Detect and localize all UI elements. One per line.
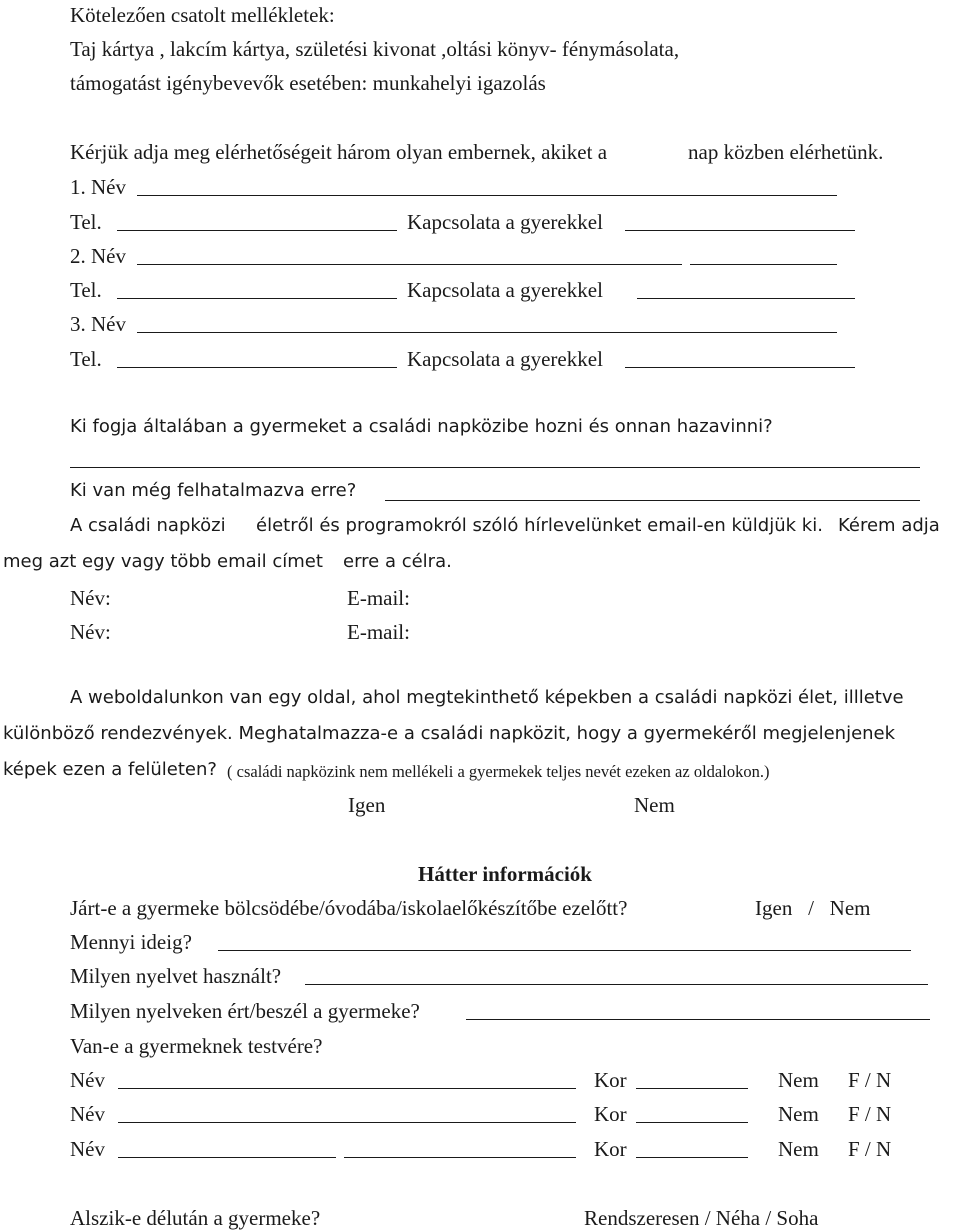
siblings-question: Van-e a gyermeknek testvére? xyxy=(70,1034,323,1058)
photos-yes-option[interactable]: Igen xyxy=(348,793,386,817)
contact-1-name-label: 1. Név xyxy=(70,175,126,199)
contact-3-tel-label: Tel. xyxy=(70,347,102,371)
newsletter-name-label-1: Név: xyxy=(70,586,111,610)
attachments-line-2: támogatást igénybevevők esetében: munkahelyi igazolás xyxy=(70,71,546,95)
contact-2-name-field-ext[interactable] xyxy=(690,264,837,265)
contact-1-tel-field[interactable] xyxy=(117,230,397,231)
sibling-3-age-label: Kor xyxy=(594,1137,627,1161)
sibling-2-age-label: Kor xyxy=(594,1102,627,1126)
sibling-1-gender-options[interactable]: F / N xyxy=(848,1068,892,1092)
photos-text-1: A weboldalunkon van egy oldal, ahol megtekinthető képekben a családi napközi élet, illletve xyxy=(70,687,904,708)
newsletter-name-label-2: Név: xyxy=(70,620,111,644)
contacts-intro: Kérjük adja meg elérhetőségeit három olyan embernek, akiket a xyxy=(70,140,608,164)
newsletter-text-1: A családi napközi xyxy=(70,515,226,536)
contact-3-name-field[interactable] xyxy=(137,332,837,333)
daycare-options[interactable]: Igen / Nem xyxy=(755,896,871,920)
contact-1-relation-label: Kapcsolata a gyerekkel xyxy=(407,210,603,234)
contact-3-relation-label: Kapcsolata a gyerekkel xyxy=(407,347,603,371)
sibling-1-name-label: Név xyxy=(70,1068,105,1092)
attachments-line-1: Taj kártya , lakcím kártya, születési kivonat ,oltási könyv- fénymásolata, xyxy=(70,37,680,61)
pickup-field[interactable] xyxy=(70,467,920,468)
authorized-field[interactable] xyxy=(385,500,920,501)
contact-1-tel-label: Tel. xyxy=(70,210,102,234)
contact-3-name-label: 3. Név xyxy=(70,312,126,336)
sibling-2-gender-options[interactable]: F / N xyxy=(848,1102,892,1126)
contact-3-tel-field[interactable] xyxy=(117,367,397,368)
sibling-1-name-field[interactable] xyxy=(118,1088,576,1089)
contact-3-relation-field[interactable] xyxy=(625,367,855,368)
newsletter-email-label-1: E-mail: xyxy=(347,586,410,610)
sibling-3-gender-label: Nem xyxy=(778,1137,819,1161)
sibling-3-name-label: Név xyxy=(70,1137,105,1161)
language-field[interactable] xyxy=(305,984,928,985)
duration-question: Mennyi ideig? xyxy=(70,930,192,954)
nap-question: Alszik-e délután a gyermeke? xyxy=(70,1206,321,1230)
attachments-heading: Kötelezően csatolt mellékletek: xyxy=(70,3,335,27)
sibling-3-name-field-b[interactable] xyxy=(344,1157,576,1158)
nap-options[interactable]: Rendszeresen / Néha / Soha xyxy=(584,1206,819,1230)
contacts-intro-cont: nap közben elérhetünk. xyxy=(688,140,884,164)
photos-note: ( családi napközink nem mellékeli a gyermekek teljes nevét ezeken az oldalokon.) xyxy=(227,762,770,781)
contact-2-relation-field[interactable] xyxy=(637,298,855,299)
contact-2-name-label: 2. Név xyxy=(70,244,126,268)
sibling-2-name-label: Név xyxy=(70,1102,105,1126)
sibling-3-gender-options[interactable]: F / N xyxy=(848,1137,892,1161)
language-question: Milyen nyelvet használt? xyxy=(70,964,282,988)
background-title: Hátter információk xyxy=(418,862,592,886)
sibling-1-age-field[interactable] xyxy=(636,1088,748,1089)
contact-2-tel-field[interactable] xyxy=(117,298,397,299)
contact-2-tel-label: Tel. xyxy=(70,278,102,302)
sibling-1-gender-label: Nem xyxy=(778,1068,819,1092)
sibling-2-name-field[interactable] xyxy=(118,1122,576,1123)
contact-2-relation-label: Kapcsolata a gyerekkel xyxy=(407,278,603,302)
sibling-3-age-field[interactable] xyxy=(636,1157,748,1158)
duration-field[interactable] xyxy=(218,950,911,951)
sibling-2-gender-label: Nem xyxy=(778,1102,819,1126)
pickup-question: Ki fogja általában a gyermeket a családi napközibe hozni és onnan hazavinni? xyxy=(70,416,773,437)
contact-2-name-field[interactable] xyxy=(137,264,682,265)
authorized-question: Ki van még felhatalmazva erre? xyxy=(70,480,357,501)
contact-1-name-field[interactable] xyxy=(137,195,837,196)
sibling-1-age-label: Kor xyxy=(594,1068,627,1092)
sibling-3-name-field-a[interactable] xyxy=(118,1157,336,1158)
sibling-2-age-field[interactable] xyxy=(636,1122,748,1123)
photos-no-option[interactable]: Nem xyxy=(634,793,675,817)
newsletter-text-2: életről és programokról szóló hírlevelünket email-en küldjük ki. xyxy=(256,515,823,536)
daycare-question: Járt-e a gyermeke bölcsödébe/óvodába/iskolaelőkészítőbe ezelőtt? xyxy=(70,896,628,920)
newsletter-email-label-2: E-mail: xyxy=(347,620,410,644)
languages-question: Milyen nyelveken ért/beszél a gyermeke? xyxy=(70,999,420,1023)
contact-1-relation-field[interactable] xyxy=(625,230,855,231)
newsletter-text-3: Kérem adja xyxy=(838,515,940,536)
newsletter-text-5: erre a célra. xyxy=(343,551,452,572)
photos-text-2: különböző rendezvények. Meghatalmazza-e a családi napközit, hogy a gyermekéről megjelenjenek xyxy=(3,723,896,744)
languages-field[interactable] xyxy=(466,1019,930,1020)
photos-text-3: képek ezen a felületen? xyxy=(3,759,217,780)
newsletter-text-4: meg azt egy vagy több email címet xyxy=(3,551,323,572)
